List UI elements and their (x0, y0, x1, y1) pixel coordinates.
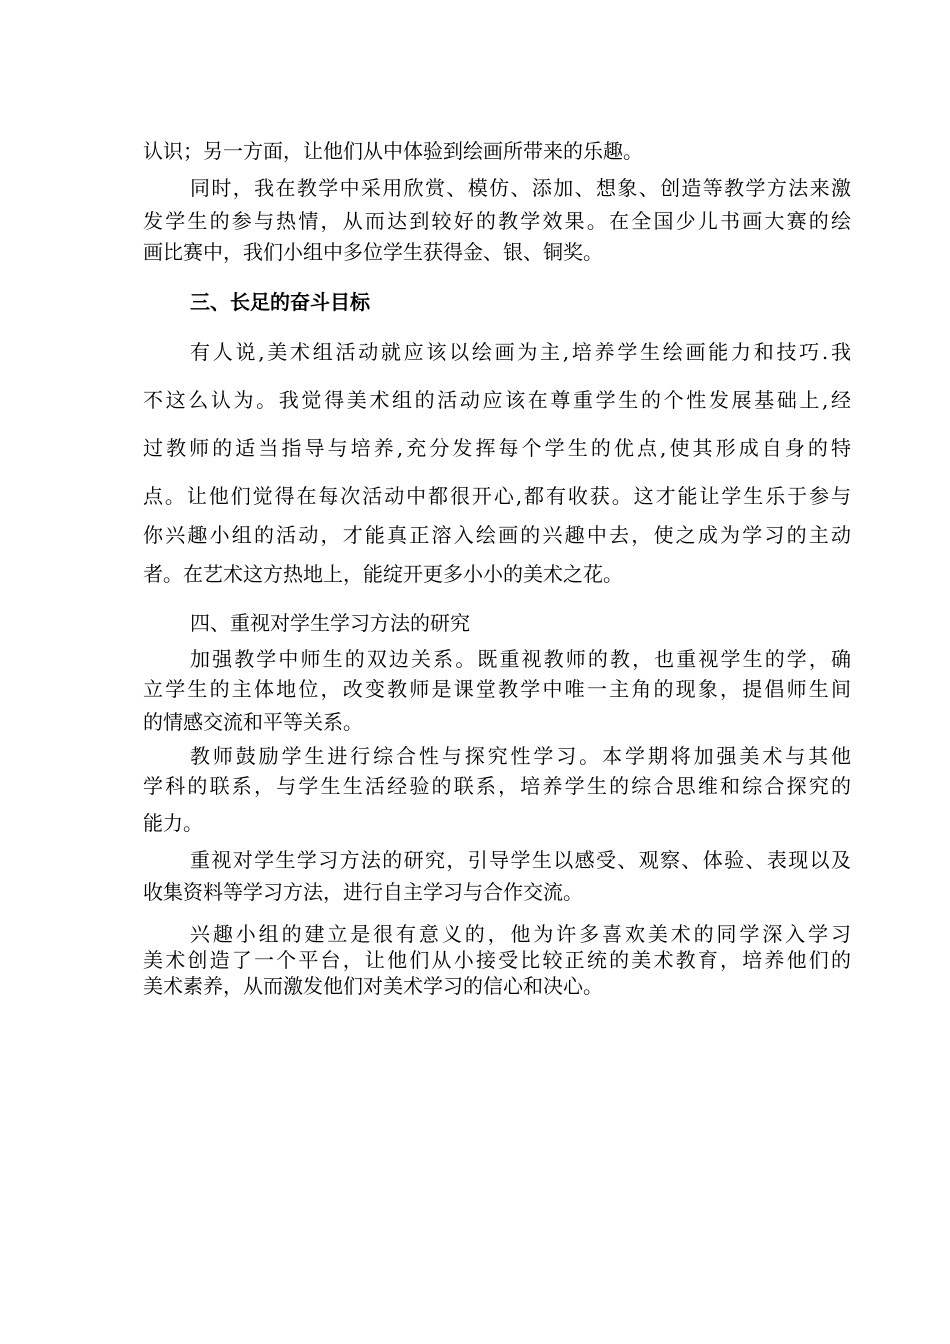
text-line: 认识；另一方面，让他们从中体验到绘画所带来的乐趣。 (143, 139, 643, 163)
section-heading: 四、重视对学生学习方法的研究 (190, 611, 470, 635)
text-line: 兴趣小组的建立是很有意义的，他为许多喜欢美术的同学深入学习 (190, 922, 851, 946)
text-line: 过教师的适当指导与培养,充分发挥每个学生的优点,使其形成自身的特 (143, 436, 851, 460)
text-line: 点。让他们觉得在每次活动中都很开心,都有收获。这才能让学生乐于参与 (143, 484, 851, 508)
text-line: 学科的联系，与学生生活经验的联系，培养学生的综合思维和综合探究的 (143, 774, 851, 798)
text-line: 教师鼓励学生进行综合性与探究性学习。本学期将加强美术与其他 (190, 744, 851, 768)
text-line: 你兴趣小组的活动，才能真正溶入绘画的兴趣中去，使之成为学习的主动 (143, 523, 851, 547)
text-line: 收集资料等学习方法，进行自主学习与合作交流。 (143, 880, 583, 904)
text-line: 立学生的主体地位，改变教师是课堂教学中唯一主角的现象，提倡师生间 (143, 677, 851, 701)
text-line: 美术素养，从而激发他们对美术学习的信心和决心。 (143, 974, 603, 998)
text-line: 同时，我在教学中采用欣赏、模仿、添加、想象、创造等教学方法来激 (190, 176, 851, 200)
text-line: 不这么认为。我觉得美术组的活动应该在尊重学生的个性发展基础上,经 (143, 388, 851, 412)
text-line: 能力。 (143, 811, 203, 835)
text-line: 发学生的参与热情，从而达到较好的教学效果。在全国少儿书画大赛的绘 (143, 209, 851, 233)
text-line: 的情感交流和平等关系。 (143, 710, 363, 734)
text-line: 加强教学中师生的双边关系。既重视教师的教，也重视学生的学，确 (190, 647, 851, 671)
section-heading: 三、长足的奋斗目标 (190, 290, 370, 314)
text-line: 者。在艺术这方热地上，能绽开更多小小的美术之花。 (143, 562, 623, 586)
text-line: 美术创造了一个平台，让他们从小接受比较正统的美术教育，培养他们的 (143, 948, 851, 972)
text-line: 有人说,美术组活动就应该以绘画为主,培养学生绘画能力和技巧.我 (190, 340, 851, 364)
text-line: 画比赛中，我们小组中多位学生获得金、银、铜奖。 (143, 240, 603, 264)
text-line: 重视对学生学习方法的研究，引导学生以感受、观察、体验、表现以及 (190, 848, 851, 872)
